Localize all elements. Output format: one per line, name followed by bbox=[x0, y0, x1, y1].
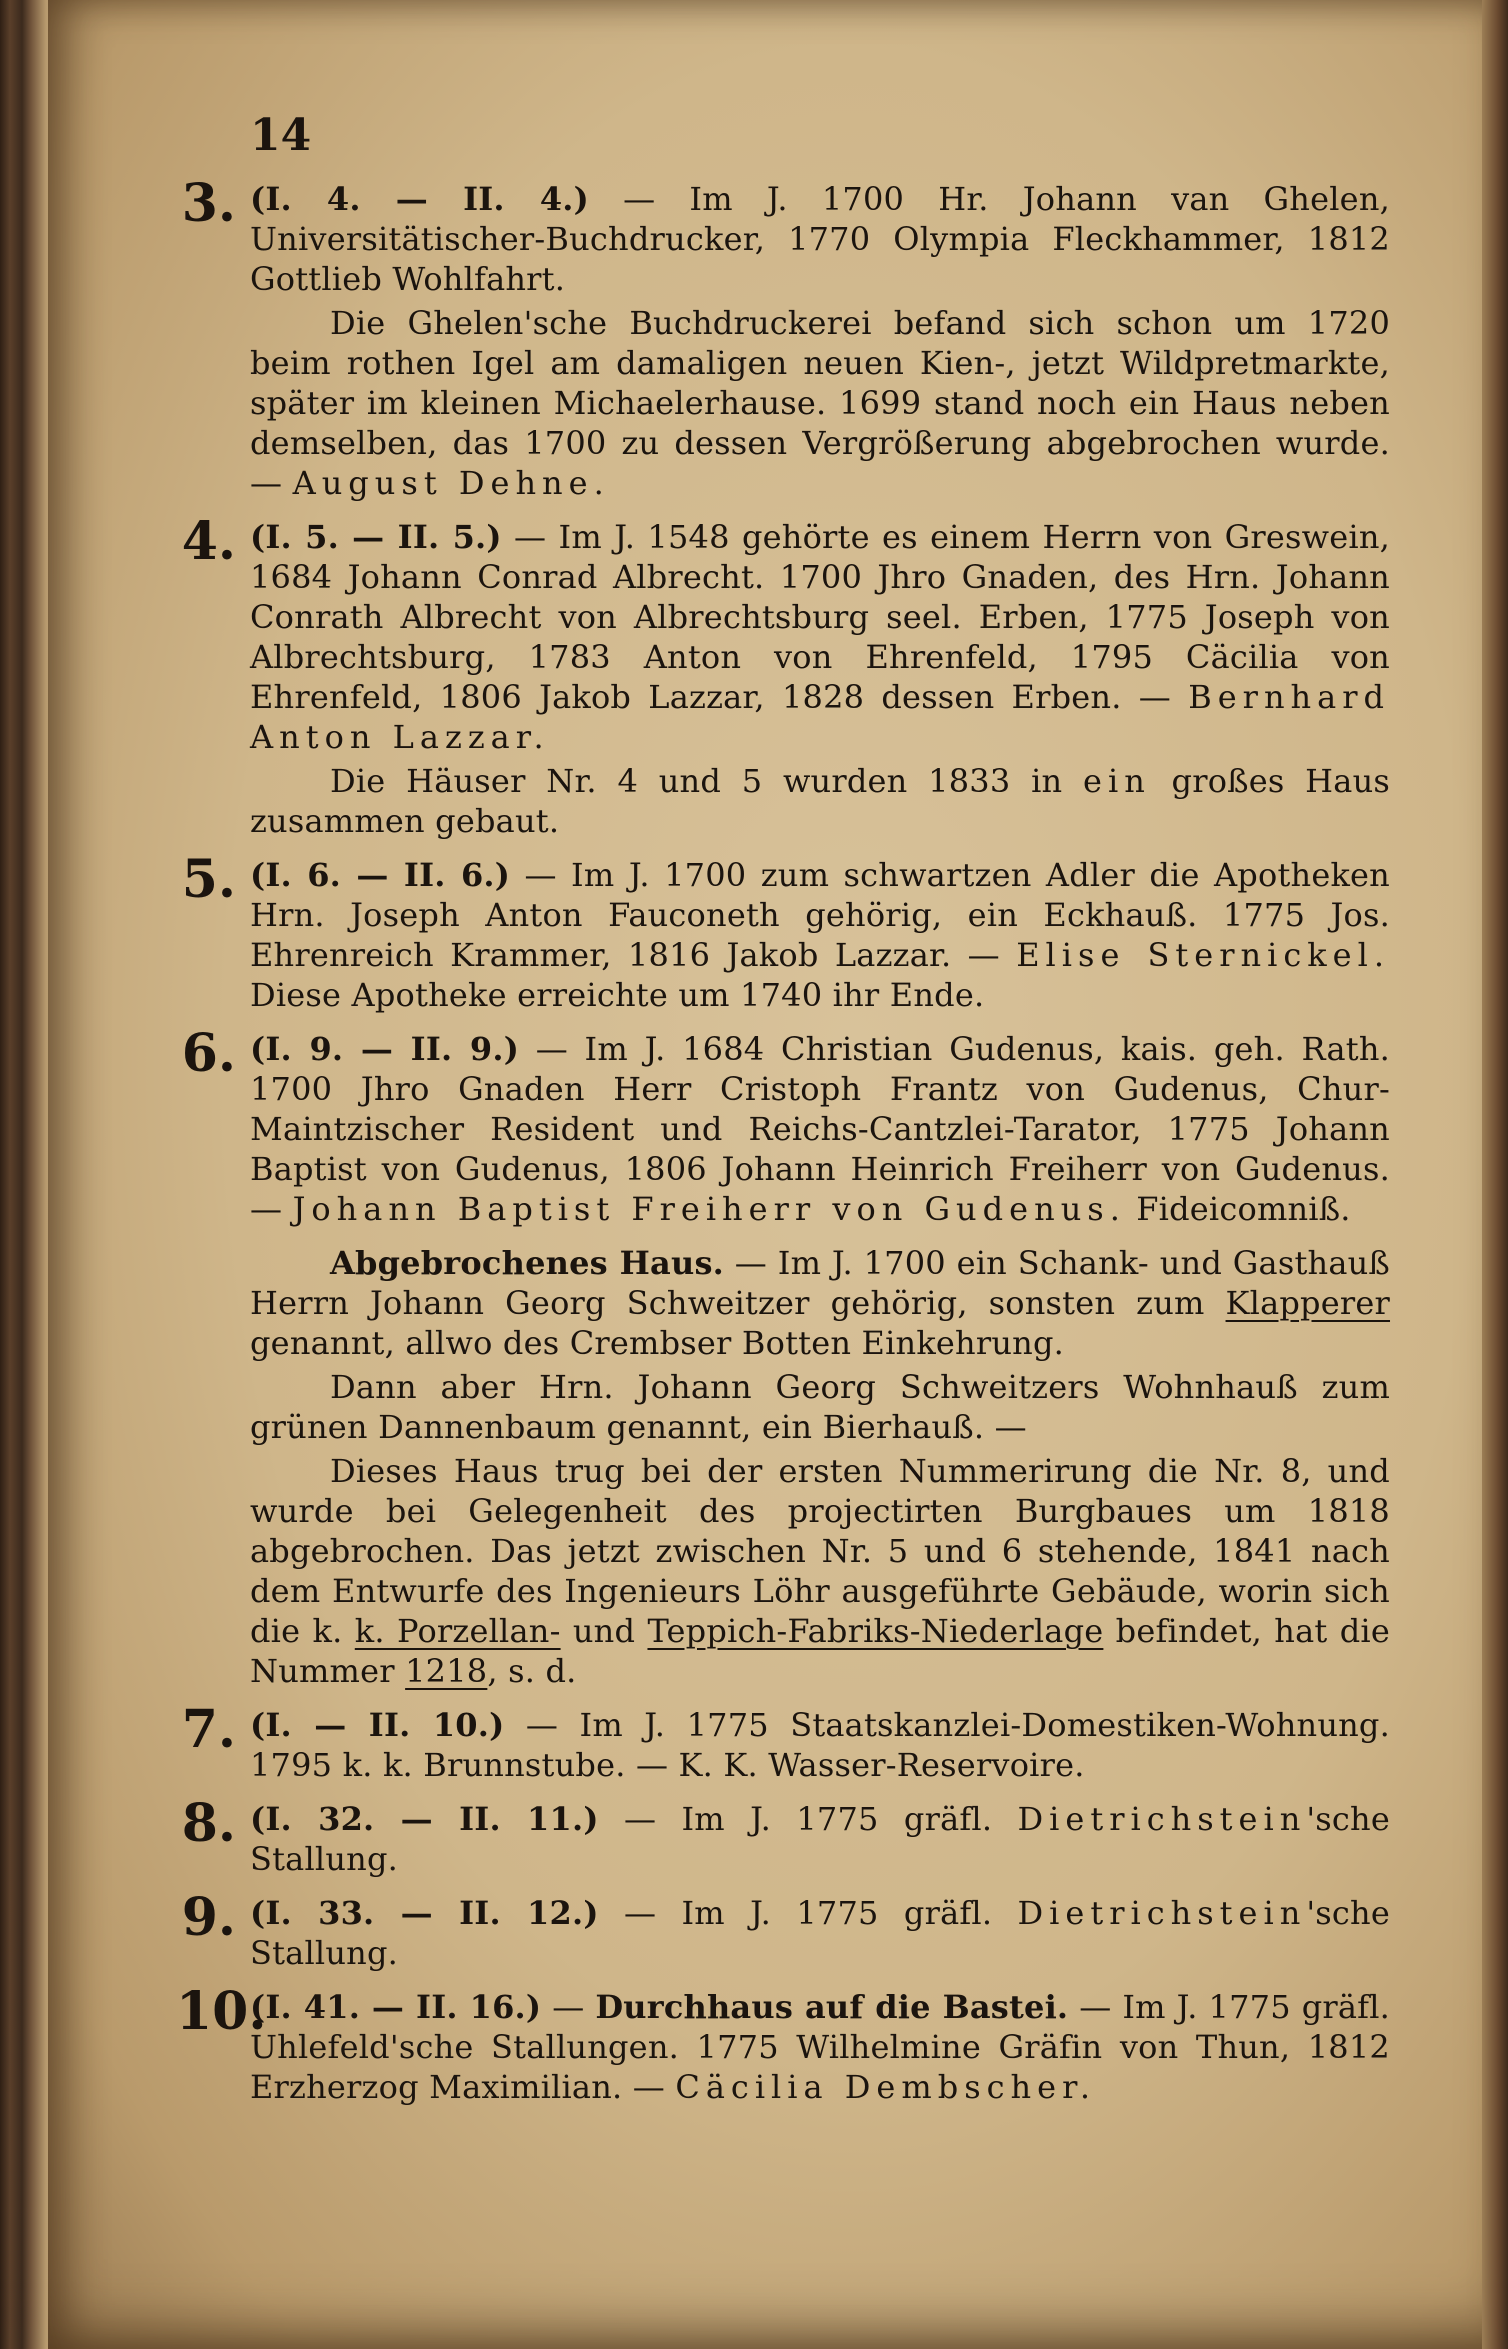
entry-6 bbox=[181, 1023, 1390, 1229]
entry-body: — Im J. 1775 Staatskanzlei-Domestiken-Wohnung. 1795 k. k. Brunnstube. — K. K. Wasser-Reservoire. bbox=[250, 1706, 1390, 1784]
entry-tail: Fideicomniß. bbox=[1136, 1190, 1351, 1228]
entry-reference: (I. 32. — II. 11.) bbox=[250, 1800, 599, 1838]
entry-number: 9. bbox=[181, 1887, 236, 1948]
entry-text bbox=[250, 1799, 1390, 1879]
entry-10 bbox=[176, 1981, 1391, 2107]
current-owner: Bernhard Anton Lazzar. bbox=[250, 678, 1391, 756]
note-emphasis: ein bbox=[1083, 762, 1151, 800]
entry-5 bbox=[181, 849, 1391, 1015]
section-heading: Abgebrochenes Haus. bbox=[330, 1244, 724, 1282]
entry-number: 5. bbox=[181, 849, 236, 910]
entry-body: — Im J. 1775 gräfl. bbox=[598, 1894, 993, 1932]
underlined-number: 1218 bbox=[405, 1652, 488, 1690]
entry-body: — Im J. 1775 gräfl. Uhlefeld'sche Stallungen. 1775 Wilhelmine Gräfin von Thun, 1812 Erzherzog Maximilian. — bbox=[250, 1988, 1391, 2106]
entry-4 bbox=[181, 511, 1391, 841]
note-text: Die Häuser Nr. 4 und 5 wurden 1833 in bbox=[330, 762, 1063, 800]
current-owner: Elise Sternickel. bbox=[1016, 936, 1391, 974]
section-body: befindet, hat die Nummer bbox=[250, 1612, 1390, 1690]
entry-reference: (I. 41. — II. 16.) bbox=[250, 1988, 542, 2026]
entry-note bbox=[250, 303, 1390, 503]
underlined-name: Klapperer bbox=[1225, 1284, 1391, 1322]
entry-body: — Im J. 1700 zum schwartzen Adler die Apotheken Hrn. Joseph Anton Fauconeth gehörig, ein Eckhauß. 1775 Jos. Ehrenreich Krammer, 1816 Jakob Lazzar. — bbox=[250, 856, 1390, 974]
owner-name: Dietrichstein bbox=[1017, 1800, 1307, 1838]
page-number: 14 bbox=[250, 110, 312, 161]
section-body: Dieses Haus trug bei der ersten Nummerirung die Nr. 8, und wurde bei Gelegenheit des projectirten Burgbaues um 1818 abgebrochen. Das jetzt zwischen Nr. 5 und 6 stehende, 1841 nach dem Entwurfe des Ingenieurs Löhr ausgeführte Gebäude, worin sich die k. bbox=[250, 1452, 1390, 1650]
current-owner: Cäcilia Dembscher. bbox=[675, 2068, 1097, 2106]
page-edge bbox=[1482, 0, 1508, 2349]
entry-note bbox=[250, 761, 1390, 841]
entry-number: 6. bbox=[181, 1023, 236, 1084]
section-body: genannt, allwo des Crembser Botten Einkehrung. bbox=[250, 1324, 1065, 1362]
entry-body: — Im J. 1548 gehörte es einem Herrn von Greswein, 1684 Johann Conrad Albrecht. 1700 Jhro Gnaden, des Hrn. Johann Conrath Albrecht von Albrechtsburg seel. Erben, 1775 Joseph von Albrechtsburg, 1783 Anton von Ehrenfeld, 1795 Cäcilia von Ehrenfeld, 1806 Jakob Lazzar, 1828 dessen Erben. — bbox=[250, 518, 1391, 716]
entry-8 bbox=[181, 1793, 1390, 1879]
entry-tail: Diese Apotheke erreichte um 1740 ihr Ende. bbox=[250, 976, 985, 1014]
entry-body: — Im J. 1775 gräfl. bbox=[598, 1800, 993, 1838]
entry-reference: (I. 33. — II. 12.) bbox=[250, 1894, 599, 1932]
entry-number: 8. bbox=[181, 1793, 236, 1854]
page-content bbox=[176, 110, 1391, 2121]
demolished-house-section bbox=[250, 1243, 1390, 1691]
entry-body: — Im J. 1700 Hr. Johann van Ghelen, Universitätischer-Buchdrucker, 1770 Olympia Fleckhammer, 1812 Gottlieb Wohlfahrt. bbox=[250, 180, 1391, 298]
entry-text bbox=[250, 179, 1390, 299]
section-heading: Durchhaus auf die Bastei. bbox=[595, 1988, 1069, 2026]
note-text: großes Haus zusammen gebaut. bbox=[250, 762, 1390, 840]
section-body: und bbox=[572, 1612, 636, 1650]
underlined-term: Teppich-Fabriks-Niederlage bbox=[647, 1612, 1104, 1650]
entry-7 bbox=[181, 1699, 1390, 1785]
entry-tail: 'sche Stallung. bbox=[250, 1800, 1390, 1878]
current-owner: August Dehne. bbox=[292, 464, 610, 502]
demolished-text bbox=[250, 1243, 1390, 1363]
entry-reference: (I. 6. — II. 6.) bbox=[250, 856, 511, 894]
entry-text bbox=[250, 517, 1390, 757]
entry-tail: 'sche Stallung. bbox=[250, 1894, 1390, 1972]
section-body: — Im J. 1700 ein Schank- und Gasthauß Herrn Johann Georg Schweitzer gehörig, sonsten zum bbox=[250, 1244, 1390, 1322]
entry-text bbox=[250, 1893, 1390, 1973]
underlined-term: k. Porzellan- bbox=[354, 1612, 561, 1650]
entry-text bbox=[250, 1987, 1390, 2107]
entry-number: 4. bbox=[181, 511, 236, 572]
entry-text bbox=[250, 1705, 1390, 1785]
entry-reference: (I. 5. — II. 5.) bbox=[250, 518, 502, 556]
entry-3 bbox=[181, 173, 1391, 503]
entry-text bbox=[250, 1029, 1390, 1229]
section-body: , s. d. bbox=[487, 1652, 577, 1690]
owner-name: Dietrichstein bbox=[1017, 1894, 1307, 1932]
demolished-para-3 bbox=[250, 1451, 1390, 1691]
current-owner: Johann Baptist Freiherr von Gudenus. bbox=[292, 1190, 1126, 1228]
entry-text bbox=[250, 855, 1390, 1015]
entry-reference: (I. — II. 10.) bbox=[250, 1706, 505, 1744]
entry-reference: (I. 9. — II. 9.) bbox=[250, 1030, 520, 1068]
entry-body: — bbox=[541, 1988, 585, 2026]
entry-number: 7. bbox=[181, 1699, 236, 1760]
entry-reference: (I. 4. — II. 4.) bbox=[250, 180, 589, 218]
entry-number: 10. bbox=[176, 1981, 267, 2042]
note-text: Die Ghelen'sche Buchdruckerei befand sich schon um 1720 beim rothen Igel am damaligen neuen Kien-, jetzt Wildpretmarkte, später im kleinen Michaelerhause. 1699 stand noch ein Haus neben demselben, das 1700 zu dessen Vergrößerung abgebrochen wurde. — bbox=[250, 304, 1390, 502]
entry-9 bbox=[181, 1887, 1390, 1973]
entry-number: 3. bbox=[181, 173, 236, 234]
demolished-para-2: Dann aber Hrn. Johann Georg Schweitzers Wohnhauß zum grünen Dannenbaum genannt, ein Bierhauß. — bbox=[250, 1368, 1390, 1446]
entry-body: — Im J. 1684 Christian Gudenus, kais. geh. Rath. 1700 Jhro Gnaden Herr Cristoph Frantz von Gudenus, Chur-Maintzischer Resident und Reichs-Cantzlei-Tarator, 1775 Johann Baptist von Gudenus, 1806 Johann Heinrich Freiherr von Gudenus. — bbox=[250, 1030, 1390, 1228]
